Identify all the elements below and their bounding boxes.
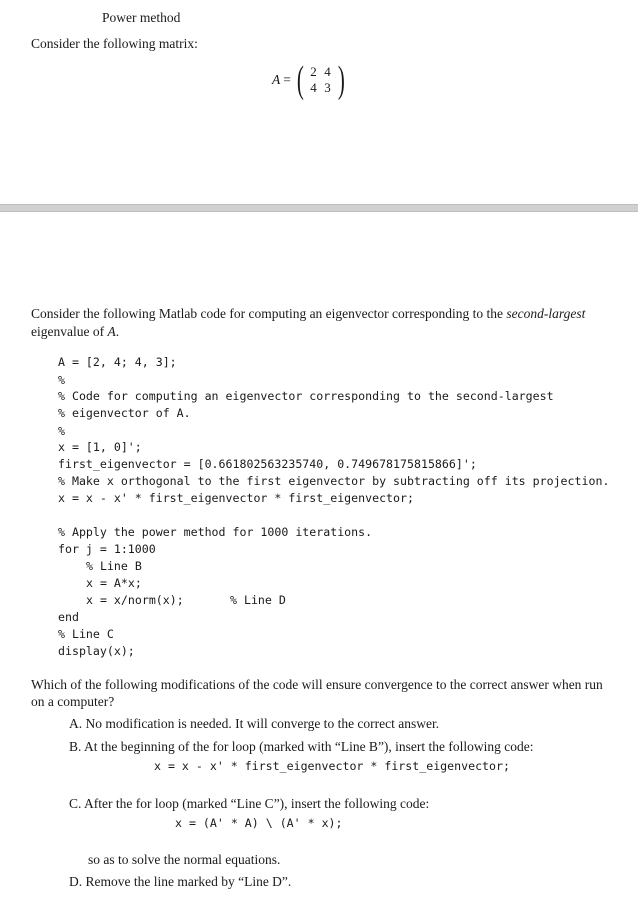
option-a: A. No modification is needed. It will converge to the correct answer. [69, 716, 440, 731]
para-text: . [115, 324, 120, 339]
para-emphasis: A [107, 324, 116, 339]
right-paren: ) [337, 59, 345, 101]
code-line: for j = 1:1000 [58, 542, 156, 556]
code-line: x = A*x; [86, 576, 142, 590]
question-text: Which of the following modifications of the code will ensure convergence to the correct answer when run on a computer? [31, 677, 603, 709]
code-line: A = [2, 4; 4, 3]; [58, 355, 177, 369]
matrix-cell: 2 [310, 64, 317, 79]
option-d: D. Remove the line marked by “Line D”. [69, 874, 292, 889]
para-emphasis: second-largest [506, 306, 586, 321]
code-line: % Line C [58, 627, 114, 641]
option-c: C. After the for loop (marked “Line C”), insert the following code: [69, 796, 430, 811]
code-line: x = x/norm(x); [86, 593, 184, 607]
code-line: end [58, 610, 79, 624]
intro-text: Consider the following matrix: [31, 36, 198, 51]
matrix-grid [307, 64, 335, 96]
code-line: x = x - x' * first_eigenvector * first_eigenvector; [58, 491, 414, 505]
para-text: eigenvalue of [31, 324, 108, 339]
matrix-cell: 3 [324, 80, 331, 95]
matrix-lhs: A [272, 72, 281, 87]
code-line: % Make x orthogonal to the first eigenvector by subtracting off its projection. [58, 474, 610, 488]
matrix-equation [272, 60, 347, 100]
matrix-cell: 4 [324, 64, 331, 79]
matrix-cell: 4 [310, 80, 317, 95]
code-line: % Apply the power method for 1000 iterations. [58, 525, 373, 539]
section-divider [0, 204, 638, 212]
option-b: B. At the beginning of the for loop (marked with “Line B”), insert the following code: [69, 739, 534, 754]
code-line: % Line B [86, 559, 142, 573]
code-line: % [58, 373, 65, 387]
option-c-code: x = (A' * A) \ (A' * x); [175, 816, 343, 830]
code-line: % [58, 424, 65, 438]
para-text: Consider the following Matlab code for computing an eigenvector corresponding to the [31, 306, 507, 321]
code-line-comment: % Line D [230, 593, 286, 607]
matrix-equals: = [283, 72, 291, 87]
code-line: % eigenvector of A. [58, 406, 191, 420]
code-line: first_eigenvector = [0.661802563235740, 0.749678175815866]'; [58, 457, 477, 471]
option-c-note: so as to solve the normal equations. [88, 852, 281, 867]
option-b-code: x = x - x' * first_eigenvector * first_eigenvector; [154, 759, 510, 773]
page-title: Power method [102, 10, 181, 25]
code-line: display(x); [58, 644, 135, 658]
code-line: x = [1, 0]'; [58, 440, 142, 454]
left-paren: ( [296, 59, 304, 101]
code-intro-paragraph [31, 305, 601, 341]
code-line: % Code for computing an eigenvector corresponding to the second-largest [58, 389, 554, 403]
